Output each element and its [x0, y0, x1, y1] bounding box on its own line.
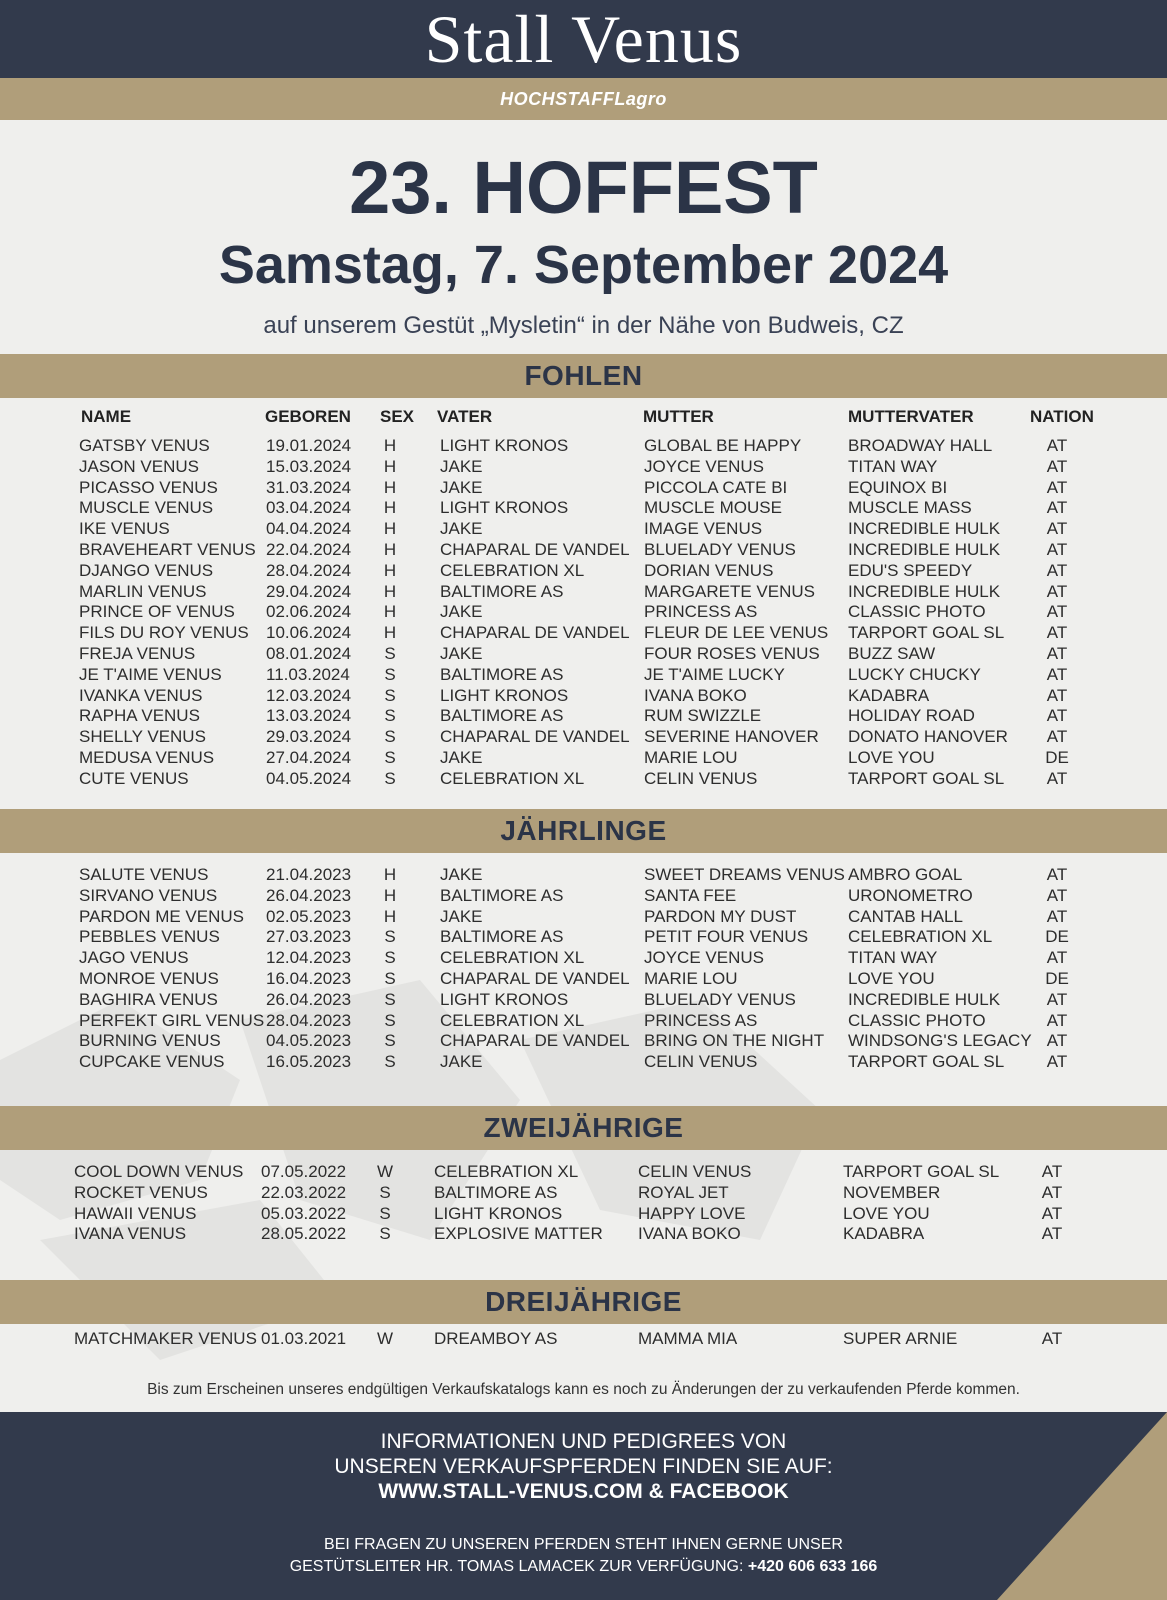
dam-sire: EDU'S SPEEDY	[848, 560, 973, 580]
dam: PRINCESS AS	[644, 602, 758, 622]
dam: PARDON MY DUST	[644, 906, 797, 926]
nation: AT	[1041, 1162, 1063, 1181]
nation: AT	[1046, 519, 1068, 539]
dam-sire: EQUINOX BI	[848, 477, 948, 497]
sex: H	[383, 602, 397, 622]
table-row	[0, 886, 1167, 907]
birth-date: 19.01.2024	[266, 436, 352, 455]
dam-sire: LUCKY CHUCKY	[848, 664, 981, 684]
contact-phone[interactable]: +420 606 633 166	[747, 1558, 878, 1575]
sire: LIGHT KRONOS	[434, 1203, 563, 1223]
sire: JAKE	[440, 747, 483, 767]
sire: CHAPARAL DE VANDEL	[440, 1031, 630, 1051]
sire: CHAPARAL DE VANDEL	[440, 968, 630, 988]
horse-name: IKE VENUS	[79, 519, 170, 539]
birth-date: 04.05.2024	[266, 768, 352, 788]
dam: SEVERINE HANOVER	[644, 727, 819, 747]
sire: BALTIMORE AS	[440, 885, 564, 905]
sire: CHAPARAL DE VANDEL	[440, 727, 630, 747]
footer	[0, 1412, 1167, 1600]
table-row	[0, 1052, 1167, 1073]
birth-date: 28.04.2023	[266, 1010, 352, 1030]
nation: AT	[1046, 906, 1068, 926]
dam: PICCOLA CATE BI	[644, 477, 788, 497]
sex: S	[384, 685, 396, 705]
birth-date: 15.03.2024	[266, 456, 352, 476]
table-row	[0, 1224, 1167, 1245]
sire: LIGHT KRONOS	[440, 498, 569, 518]
sire: DREAMBOY AS	[434, 1329, 558, 1348]
sire: JAKE	[440, 456, 483, 476]
birth-date: 26.04.2023	[266, 989, 352, 1009]
horse-name: IVANKA VENUS	[79, 685, 203, 705]
nation: AT	[1046, 498, 1068, 518]
dam: IMAGE VENUS	[644, 519, 763, 539]
nation: AT	[1046, 1052, 1068, 1072]
nation: AT	[1046, 706, 1068, 726]
horse-name: JE T'AIME VENUS	[79, 664, 222, 684]
horse-name: MEDUSA VENUS	[79, 747, 215, 767]
table-row	[0, 644, 1167, 665]
dam: DORIAN VENUS	[644, 560, 774, 580]
birth-date: 28.04.2024	[266, 560, 352, 580]
column-header-name: NAME	[81, 407, 132, 426]
dam: IVANA BOKO	[638, 1224, 741, 1244]
dam: SANTA FEE	[644, 885, 737, 905]
table-row	[0, 665, 1167, 686]
sex: H	[383, 519, 397, 539]
nation: DE	[1045, 747, 1069, 767]
birth-date: 11.03.2024	[266, 664, 350, 684]
nation: AT	[1046, 602, 1068, 622]
nation: DE	[1045, 927, 1069, 947]
nation: AT	[1046, 1010, 1068, 1030]
dam-sire: INCREDIBLE HULK	[848, 989, 1001, 1009]
horse-name: MONROE VENUS	[79, 968, 219, 988]
horse-name: RAPHA VENUS	[79, 706, 200, 726]
dam-sire: BROADWAY HALL	[848, 436, 993, 455]
nation: DE	[1045, 968, 1069, 988]
sire: CELEBRATION XL	[440, 948, 585, 968]
table-row	[0, 865, 1167, 886]
nation: AT	[1046, 1031, 1068, 1051]
sex: W	[376, 1329, 394, 1348]
dam-sire: CELEBRATION XL	[848, 927, 993, 947]
birth-date: 13.03.2024	[266, 706, 352, 726]
table-row	[0, 623, 1167, 644]
birth-date: 05.03.2022	[261, 1203, 347, 1223]
birth-date: 27.03.2023	[266, 927, 352, 947]
fohlen-table	[0, 436, 1167, 790]
dam-sire: CLASSIC PHOTO	[848, 1010, 986, 1030]
sire: JAKE	[440, 643, 483, 663]
nation: AT	[1046, 539, 1068, 559]
sex: H	[383, 581, 397, 601]
horse-name: MUSCLE VENUS	[79, 498, 214, 518]
sire: LIGHT KRONOS	[440, 989, 569, 1009]
sire: CELEBRATION XL	[440, 560, 585, 580]
section-title-fohlen: FOHLEN	[0, 354, 1167, 398]
sex: H	[383, 498, 397, 518]
jaehrlinge-table	[0, 865, 1167, 1073]
footer-contact-line1: BEI FRAGEN ZU UNSEREN PFERDEN STEHT IHNEN GERNE UNSER	[324, 1536, 843, 1553]
dam: HAPPY LOVE	[638, 1203, 746, 1223]
column-header-sex: SEX	[380, 407, 415, 426]
dam-sire: INCREDIBLE HULK	[848, 539, 1001, 559]
horse-name: PERFEKT GIRL VENUS	[79, 1010, 265, 1030]
birth-date: 02.05.2023	[266, 906, 352, 926]
header-bar	[0, 0, 1167, 78]
dam: JOYCE VENUS	[644, 948, 764, 968]
table-row	[0, 519, 1167, 540]
birth-date: 27.04.2024	[266, 747, 352, 767]
table-row	[0, 907, 1167, 928]
dam-sire: HOLIDAY ROAD	[848, 706, 975, 726]
birth-date: 31.03.2024	[266, 477, 352, 497]
sex: S	[379, 1182, 391, 1202]
dam-sire: TARPORT GOAL SL	[843, 1162, 1000, 1181]
nation: AT	[1041, 1224, 1063, 1244]
nation: AT	[1046, 727, 1068, 747]
sex: S	[379, 1224, 391, 1244]
table-row	[0, 1162, 1167, 1183]
horse-name: CUTE VENUS	[79, 768, 189, 788]
dam-sire: CANTAB HALL	[848, 906, 963, 926]
dam: ROYAL JET	[638, 1182, 729, 1202]
dam: JOYCE VENUS	[644, 456, 764, 476]
birth-date: 12.04.2023	[266, 948, 352, 968]
dam-sire: URONOMETRO	[848, 885, 973, 905]
nation: AT	[1046, 989, 1068, 1009]
sire: JAKE	[440, 906, 483, 926]
sire: LIGHT KRONOS	[440, 436, 569, 455]
sex: H	[383, 865, 397, 884]
dam-sire: BUZZ SAW	[848, 643, 936, 663]
section-title-jaehrlinge: JÄHRLINGE	[0, 809, 1167, 853]
dam-sire: CLASSIC PHOTO	[848, 602, 986, 622]
catalog-notice: Bis zum Erscheinen unseres endgültigen Verkaufskatalogs kann es noch zu Änderungen der zu verkaufenden Pferde kommen.	[147, 1381, 1020, 1398]
sire: CELEBRATION XL	[440, 1010, 585, 1030]
nation: AT	[1046, 885, 1068, 905]
dam-sire: TARPORT GOAL SL	[848, 768, 1005, 788]
dam: PRINCESS AS	[644, 1010, 758, 1030]
nation: AT	[1046, 865, 1068, 884]
sex: S	[384, 1031, 396, 1051]
footer-info-line2: UNSEREN VERKAUFSPFERDEN FINDEN SIE AUF:	[334, 1455, 833, 1478]
horse-name: COOL DOWN VENUS	[74, 1162, 244, 1181]
sire: BALTIMORE AS	[440, 581, 564, 601]
hochstaffl-logo: HOCHSTAFFLagro	[500, 88, 667, 109]
birth-date: 04.05.2023	[266, 1031, 352, 1051]
table-row	[0, 478, 1167, 499]
sponsor-bar	[0, 78, 1167, 120]
sex: H	[383, 560, 397, 580]
horse-name: PARDON ME VENUS	[79, 906, 244, 926]
footer-contact-line2	[0, 1556, 1167, 1577]
horse-name: DJANGO VENUS	[79, 560, 214, 580]
dam: CELIN VENUS	[638, 1162, 752, 1181]
dam: BLUELADY VENUS	[644, 539, 796, 559]
sex: S	[384, 747, 396, 767]
dam: BRING ON THE NIGHT	[644, 1031, 825, 1051]
table-row	[0, 602, 1167, 623]
sire: CELEBRATION XL	[440, 768, 585, 788]
table-row	[0, 769, 1167, 790]
sex: H	[383, 477, 397, 497]
section-title-zweijaehrige: ZWEIJÄHRIGE	[0, 1106, 1167, 1150]
birth-date: 28.05.2022	[261, 1224, 347, 1244]
sex: H	[383, 539, 397, 559]
nation: AT	[1041, 1182, 1063, 1202]
table-row	[0, 1011, 1167, 1032]
dam-sire: SUPER ARNIE	[843, 1329, 958, 1348]
sire: JAKE	[440, 865, 483, 884]
dam: MUSCLE MOUSE	[644, 498, 782, 518]
sire: CHAPARAL DE VANDEL	[440, 623, 630, 643]
horse-name: SIRVANO VENUS	[79, 885, 218, 905]
sire: JAKE	[440, 477, 483, 497]
nation: AT	[1046, 436, 1068, 455]
birth-date: 16.05.2023	[266, 1052, 352, 1072]
section-title-dreijaehrige: DREIJÄHRIGE	[0, 1280, 1167, 1324]
event-location: auf unserem Gestüt „Mysletin“ in der Nähe von Budweis, CZ	[263, 312, 904, 339]
birth-date: 10.06.2024	[266, 623, 352, 643]
nation: AT	[1046, 685, 1068, 705]
sire: EXPLOSIVE MATTER	[434, 1224, 603, 1244]
sire: CHAPARAL DE VANDEL	[440, 539, 630, 559]
horse-name: SHELLY VENUS	[79, 727, 206, 747]
table-row	[0, 561, 1167, 582]
horse-name: FILS DU ROY VENUS	[79, 623, 249, 643]
table-row	[0, 457, 1167, 478]
nation: AT	[1046, 581, 1068, 601]
table-row	[0, 436, 1167, 457]
sex: S	[384, 643, 396, 663]
horse-name: MARLIN VENUS	[79, 581, 207, 601]
website-link[interactable]: WWW.STALL-VENUS.COM & FACEBOOK	[378, 1480, 789, 1503]
sex: S	[384, 1010, 396, 1030]
table-row	[0, 727, 1167, 748]
event-title: 23. HOFFEST	[349, 146, 818, 229]
sex: H	[383, 436, 397, 455]
footer-info-line1: INFORMATIONEN UND PEDIGREES VON	[380, 1430, 787, 1453]
dam-sire: INCREDIBLE HULK	[848, 581, 1001, 601]
dam-sire: TITAN WAY	[848, 948, 938, 968]
table-row	[0, 686, 1167, 707]
event-date: Samstag, 7. September 2024	[218, 235, 949, 295]
nation: AT	[1046, 768, 1068, 788]
horse-name: HAWAII VENUS	[74, 1203, 197, 1223]
sex: S	[384, 989, 396, 1009]
sire: BALTIMORE AS	[440, 706, 564, 726]
horse-name: ROCKET VENUS	[74, 1182, 208, 1202]
table-row	[0, 706, 1167, 727]
column-header-vater: VATER	[437, 407, 493, 426]
dam-sire: WINDSONG'S LEGACY	[848, 1031, 1032, 1051]
nation: AT	[1046, 456, 1068, 476]
dam: IVANA BOKO	[644, 685, 747, 705]
sex: H	[383, 456, 397, 476]
nation: AT	[1046, 664, 1068, 684]
table-row	[0, 927, 1167, 948]
column-header-geboren: GEBOREN	[265, 407, 351, 426]
dam: BLUELADY VENUS	[644, 989, 796, 1009]
table-row	[0, 498, 1167, 519]
horse-name: JASON VENUS	[79, 456, 199, 476]
table-row	[0, 1329, 1167, 1350]
sex: S	[379, 1203, 391, 1223]
dreijaehrige-table	[0, 1329, 1167, 1350]
birth-date: 29.04.2024	[266, 581, 352, 601]
dam-sire: MUSCLE MASS	[848, 498, 972, 518]
birth-date: 29.03.2024	[266, 727, 352, 747]
horse-name: BAGHIRA VENUS	[79, 989, 218, 1009]
dam-sire: KADABRA	[848, 685, 930, 705]
horse-name: MATCHMAKER VENUS	[74, 1329, 257, 1348]
birth-date: 08.01.2024	[266, 643, 352, 663]
sex: H	[383, 623, 397, 643]
sire: LIGHT KRONOS	[440, 685, 569, 705]
dam: JE T'AIME LUCKY	[644, 664, 785, 684]
table-row	[0, 540, 1167, 561]
sire: JAKE	[440, 1052, 483, 1072]
sire: JAKE	[440, 519, 483, 539]
sex: H	[383, 885, 397, 905]
table-row	[0, 582, 1167, 603]
dam: MARGARETE VENUS	[644, 581, 815, 601]
dam-sire: DONATO HANOVER	[848, 727, 1008, 747]
dam-sire: LOVE YOU	[848, 968, 935, 988]
dam-sire: KADABRA	[843, 1224, 925, 1244]
dam: RUM SWIZZLE	[644, 706, 762, 726]
nation: AT	[1041, 1203, 1063, 1223]
birth-date: 07.05.2022	[261, 1162, 347, 1181]
dam: PETIT FOUR VENUS	[644, 927, 809, 947]
horse-name: PRINCE OF VENUS	[79, 602, 235, 622]
table-row	[0, 748, 1167, 769]
sire: BALTIMORE AS	[440, 927, 564, 947]
column-header-nation: NATION	[1030, 407, 1094, 426]
sex: H	[383, 906, 397, 926]
nation: AT	[1046, 948, 1068, 968]
dam: FOUR ROSES VENUS	[644, 643, 820, 663]
table-row	[0, 990, 1167, 1011]
sex: S	[384, 968, 396, 988]
horse-name: BRAVEHEART VENUS	[79, 539, 256, 559]
horse-name: PICASSO VENUS	[79, 477, 218, 497]
sex: S	[384, 664, 396, 684]
birth-date: 03.04.2024	[266, 498, 352, 518]
table-row	[0, 1204, 1167, 1225]
sex: S	[384, 948, 396, 968]
birth-date: 26.04.2023	[266, 885, 352, 905]
nation: AT	[1046, 560, 1068, 580]
dam-sire: AMBRO GOAL	[848, 865, 963, 884]
sex: S	[384, 727, 396, 747]
sire: BALTIMORE AS	[440, 664, 564, 684]
horse-name: GATSBY VENUS	[79, 436, 210, 455]
birth-date: 21.04.2023	[266, 865, 352, 884]
contact-text: GESTÜTSLEITER HR. TOMAS LAMACEK ZUR VERFÜGUNG:	[289, 1558, 744, 1575]
sire: BALTIMORE AS	[434, 1182, 558, 1202]
birth-date: 01.03.2021	[261, 1329, 347, 1348]
table-row	[0, 948, 1167, 969]
nation: AT	[1046, 643, 1068, 663]
birth-date: 02.06.2024	[266, 602, 352, 622]
birth-date: 22.03.2022	[261, 1182, 347, 1202]
dam: CELIN VENUS	[644, 1052, 758, 1072]
sex: S	[384, 927, 396, 947]
dam: FLEUR DE LEE VENUS	[644, 623, 829, 643]
dam: MARIE LOU	[644, 968, 738, 988]
dam-sire: TARPORT GOAL SL	[848, 1052, 1005, 1072]
zweijaehrige-table	[0, 1162, 1167, 1245]
table-row	[0, 1183, 1167, 1204]
horse-name: FREJA VENUS	[79, 643, 196, 663]
horse-name: IVANA VENUS	[74, 1224, 187, 1244]
dam-sire: NOVEMBER	[843, 1182, 941, 1202]
birth-date: 22.04.2024	[266, 539, 352, 559]
horse-name: PEBBLES VENUS	[79, 927, 220, 947]
horse-name: BURNING VENUS	[79, 1031, 221, 1051]
horse-name: JAGO VENUS	[79, 948, 189, 968]
dam-sire: INCREDIBLE HULK	[848, 519, 1001, 539]
dam: CELIN VENUS	[644, 768, 758, 788]
nation: AT	[1046, 623, 1068, 643]
sire: CELEBRATION XL	[434, 1162, 579, 1181]
sex: S	[384, 1052, 396, 1072]
horse-name: CUPCAKE VENUS	[79, 1052, 225, 1072]
dam-sire: TARPORT GOAL SL	[848, 623, 1005, 643]
table-row	[0, 969, 1167, 990]
sex: S	[384, 768, 396, 788]
dam-sire: LOVE YOU	[843, 1203, 930, 1223]
column-header-mutter: MUTTER	[643, 407, 714, 426]
dam: SWEET DREAMS VENUS	[644, 865, 845, 884]
nation: AT	[1041, 1329, 1063, 1348]
dam-sire: TITAN WAY	[848, 456, 938, 476]
dam-sire: LOVE YOU	[848, 747, 935, 767]
sex: W	[376, 1162, 394, 1181]
stall-venus-logo: Stall Venus	[424, 1, 743, 77]
table-row	[0, 1031, 1167, 1052]
birth-date: 12.03.2024	[266, 685, 352, 705]
sire: JAKE	[440, 602, 483, 622]
horse-name: SALUTE VENUS	[79, 865, 209, 884]
birth-date: 04.04.2024	[266, 519, 352, 539]
birth-date: 16.04.2023	[266, 968, 352, 988]
dam: GLOBAL BE HAPPY	[644, 436, 802, 455]
dam: MAMMA MIA	[638, 1329, 738, 1348]
column-header-muttervater: MUTTERVATER	[848, 407, 974, 426]
dam: MARIE LOU	[644, 747, 738, 767]
nation: AT	[1046, 477, 1068, 497]
sex: S	[384, 706, 396, 726]
